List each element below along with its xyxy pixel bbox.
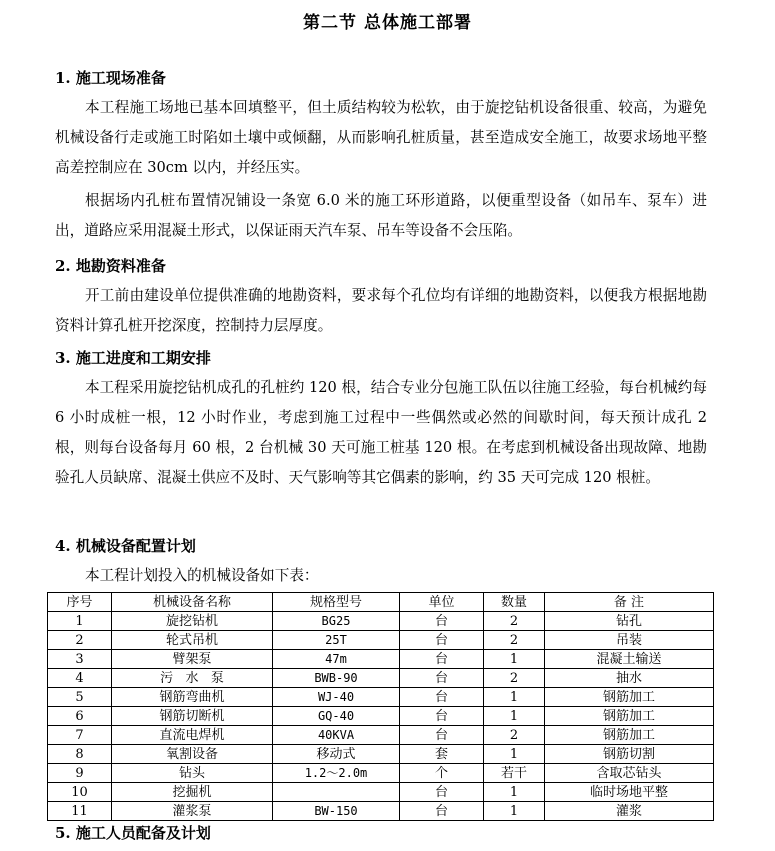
cell-index: 2 (48, 631, 112, 650)
cell-model: 1.2～2.0m (273, 764, 400, 783)
cell-equipment-name: 灌浆泵 (112, 802, 273, 821)
heading-schedule: 3. 施工进度和工期安排 (55, 349, 211, 367)
cell-index: 6 (48, 707, 112, 726)
cell-quantity: 2 (484, 669, 545, 688)
cell-unit: 台 (400, 612, 484, 631)
paragraph-site-preparation-1: 本工程施工场地已基本回填整平，但土质结构较为松软，由于旋挖钻机设备很重、较高，为避免机械设备行走或施工时陷如土壤中或倾翻，从而影响孔桩质量，甚至造成安全施工，故要求场地平整高差控制应在 30cm 以内，并经压实。 (55, 99, 707, 176)
cell-equipment-name: 钢筋切断机 (112, 707, 273, 726)
cell-remarks: 含取芯钻头 (545, 764, 714, 783)
cell-unit: 台 (400, 631, 484, 650)
cell-unit: 台 (400, 783, 484, 802)
cell-quantity: 1 (484, 802, 545, 821)
cell-equipment-name: 污 水 泵 (112, 669, 273, 688)
cell-equipment-name: 轮式吊机 (112, 631, 273, 650)
table-header-row (48, 593, 714, 612)
cell-index: 5 (48, 688, 112, 707)
cell-model: BG25 (273, 612, 400, 631)
cell-equipment-name: 臂架泵 (112, 650, 273, 669)
cell-model (273, 783, 400, 802)
cell-model: BWB-90 (273, 669, 400, 688)
cell-index: 3 (48, 650, 112, 669)
cell-remarks: 混凝土输送 (545, 650, 714, 669)
section-title: 第二节 总体施工部署 (303, 13, 472, 33)
cell-model: GQ-40 (273, 707, 400, 726)
cell-remarks: 钢筋加工 (545, 726, 714, 745)
cell-remarks: 吊装 (545, 631, 714, 650)
table-row (48, 612, 714, 631)
col-header-remarks: 备 注 (545, 593, 714, 612)
cell-remarks: 抽水 (545, 669, 714, 688)
cell-quantity: 1 (484, 745, 545, 764)
cell-remarks: 钢筋加工 (545, 707, 714, 726)
cell-remarks: 钢筋切割 (545, 745, 714, 764)
cell-quantity: 2 (484, 631, 545, 650)
heading-survey-data: 2. 地勘资料准备 (55, 257, 166, 275)
paragraph-equipment-intro: 本工程计划投入的机械设备如下表： (85, 567, 319, 584)
cell-remarks: 钻孔 (545, 612, 714, 631)
cell-equipment-name: 钢筋弯曲机 (112, 688, 273, 707)
cell-quantity: 若干 (484, 764, 545, 783)
cell-model: 40KVA (273, 726, 400, 745)
cell-unit: 台 (400, 707, 484, 726)
heading-site-preparation: 1. 施工现场准备 (55, 69, 166, 87)
cell-index: 1 (48, 612, 112, 631)
cell-model: BW-150 (273, 802, 400, 821)
cell-index: 9 (48, 764, 112, 783)
col-header-index: 序号 (48, 593, 112, 612)
cell-equipment-name: 钻头 (112, 764, 273, 783)
cell-model: 25T (273, 631, 400, 650)
heading-equipment-plan: 4. 机械设备配置计划 (55, 537, 196, 555)
cell-quantity: 1 (484, 783, 545, 802)
table-row (48, 745, 714, 764)
cell-equipment-name: 旋挖钻机 (112, 612, 273, 631)
cell-index: 8 (48, 745, 112, 764)
col-header-equipment-name: 机械设备名称 (112, 593, 273, 612)
cell-unit: 台 (400, 669, 484, 688)
cell-equipment-name: 氧割设备 (112, 745, 273, 764)
cell-index: 7 (48, 726, 112, 745)
cell-model: 47m (273, 650, 400, 669)
table-row (48, 726, 714, 745)
paragraph-site-preparation-2: 根据场内孔桩布置情况铺设一条宽 6.0 米的施工环形道路，以便重型设备（如吊车、泵车）进出，道路应采用混凝土形式，以保证雨天汽车泵、吊车等设备不会压陷。 (55, 192, 707, 239)
col-header-model: 规格型号 (273, 593, 400, 612)
heading-personnel-plan: 5. 施工人员配备及计划 (55, 824, 211, 842)
table-row (48, 783, 714, 802)
cell-quantity: 2 (484, 726, 545, 745)
table-row (48, 650, 714, 669)
table-row (48, 669, 714, 688)
cell-unit: 套 (400, 745, 484, 764)
table-row (48, 631, 714, 650)
cell-unit: 个 (400, 764, 484, 783)
cell-quantity: 1 (484, 650, 545, 669)
cell-remarks: 钢筋加工 (545, 688, 714, 707)
cell-quantity: 2 (484, 612, 545, 631)
cell-remarks: 灌浆 (545, 802, 714, 821)
cell-quantity: 1 (484, 688, 545, 707)
paragraph-schedule: 本工程采用旋挖钻机成孔的孔桩约 120 根，结合专业分包施工队伍以往施工经验，每台机械约每 6 小时成桩一根，12 小时作业，考虑到施工过程中一些偶然或必然的间歇时间，每天预计成孔 2 根，则每台设备每月 60 根，2 台机械 30 天可施工桩基 120 根。在考虑到机械设备出现故障、地勘验孔人员缺席、混凝土供应不及时、天气影响等其它偶素的影响，约 35 天可完成 120 根桩。 (55, 379, 707, 486)
table-row (48, 707, 714, 726)
cell-unit: 台 (400, 802, 484, 821)
table-row (48, 802, 714, 821)
cell-unit: 台 (400, 726, 484, 745)
cell-index: 10 (48, 783, 112, 802)
cell-quantity: 1 (484, 707, 545, 726)
paragraph-survey-data: 开工前由建设单位提供准确的地勘资料，要求每个孔位均有详细的地勘资料，以便我方根据地勘资料计算孔桩开挖深度，控制持力层厚度。 (55, 287, 707, 334)
cell-equipment-name: 直流电焊机 (112, 726, 273, 745)
cell-index: 11 (48, 802, 112, 821)
cell-remarks: 临时场地平整 (545, 783, 714, 802)
cell-model: 移动式 (273, 745, 400, 764)
cell-model: WJ-40 (273, 688, 400, 707)
table-row (48, 764, 714, 783)
cell-equipment-name: 挖掘机 (112, 783, 273, 802)
equipment-table (47, 592, 714, 821)
cell-unit: 台 (400, 688, 484, 707)
col-header-quantity: 数量 (484, 593, 545, 612)
cell-index: 4 (48, 669, 112, 688)
cell-unit: 台 (400, 650, 484, 669)
table-row (48, 688, 714, 707)
col-header-unit: 单位 (400, 593, 484, 612)
